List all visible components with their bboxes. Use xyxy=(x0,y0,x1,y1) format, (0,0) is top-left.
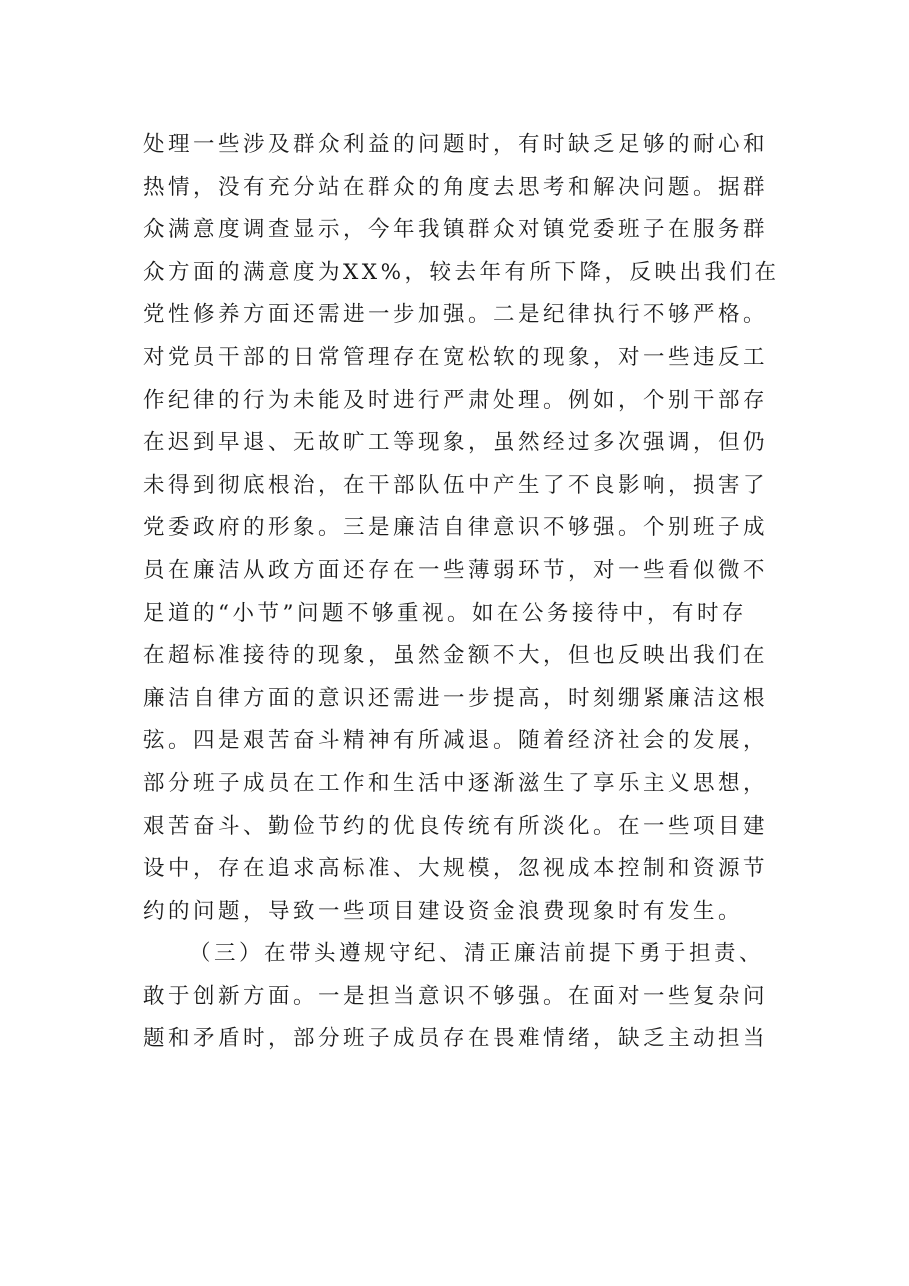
text-line: 热情，没有充分站在群众的角度去思考和解决问题。据群 xyxy=(143,174,769,200)
text-line: 敢于创新方面。一是担当意识不够强。在面对一些复杂问 xyxy=(143,983,769,1009)
text-line: 员在廉洁从政方面还存在一些薄弱环节，对一些看似微不 xyxy=(143,557,769,583)
text-line: 设中，存在追求高标准、大规模，忽视成本控制和资源节 xyxy=(143,856,769,882)
body-text xyxy=(143,124,783,1061)
text-line: 足道的“小节”问题不够重视。如在公务接待中，有时存 xyxy=(143,600,747,626)
text-line: 弦。四是艰苦奋斗精神有所减退。随着经济社会的发展， xyxy=(143,728,769,754)
text-line: 未得到彻底根治，在干部队伍中产生了不良影响，损害了 xyxy=(143,472,769,498)
text-line: 艰苦奋斗、勤俭节约的优良传统有所淡化。在一些项目建 xyxy=(143,813,769,839)
text-line: 约的问题，导致一些项目建设资金浪费现象时有发生。 xyxy=(143,898,744,924)
text-line: 党性修养方面还需进一步加强。二是纪律执行不够严格。 xyxy=(143,302,769,328)
text-line: 处理一些涉及群众利益的问题时，有时缺乏足够的耐心和 xyxy=(143,132,769,157)
text-line: 党委政府的形象。三是廉洁自律意识不够强。个别班子成 xyxy=(143,515,769,541)
text-line: 在迟到早退、无故旷工等现象，虽然经过多次强调，但仍 xyxy=(143,430,769,456)
text-line: 部分班子成员在工作和生活中逐渐滋生了享乐主义思想， xyxy=(143,770,769,796)
text-line: 作纪律的行为未能及时进行严肃处理。例如，个别干部存 xyxy=(143,387,769,413)
text-line: 众方面的满意度为XX%，较去年有所下降，反映出我们在 xyxy=(143,259,780,285)
text-line: 在超标准接待的现象，虽然金额不大，但也反映出我们在 xyxy=(143,643,769,669)
text-line: 对党员干部的日常管理存在宽松软的现象，对一些违反工 xyxy=(143,344,769,370)
text-line: 题和矛盾时，部分班子成员存在畏难情绪，缺乏主动担当 xyxy=(143,1026,769,1052)
section-heading-line: （三）在带头遵规守纪、清正廉洁前提下勇于担责、 xyxy=(189,941,765,967)
text-line: 众满意度调查显示，今年我镇群众对镇党委班子在服务群 xyxy=(143,217,769,243)
text-line: 廉洁自律方面的意识还需进一步提高，时刻绷紧廉洁这根 xyxy=(143,685,769,711)
